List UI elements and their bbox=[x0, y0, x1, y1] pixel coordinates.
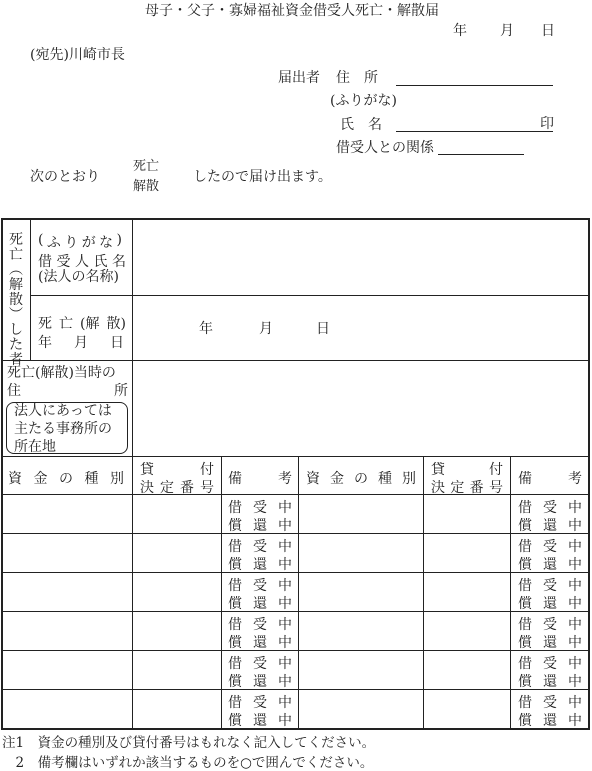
col-line bbox=[423, 456, 424, 728]
status-borrowing[interactable]: 借 受 中 bbox=[518, 617, 582, 633]
col-line bbox=[132, 220, 133, 728]
address-field[interactable] bbox=[396, 85, 553, 86]
col-header-loan-number-2a: 貸 付 bbox=[431, 462, 503, 478]
corp-note-line3: 所在地 bbox=[14, 439, 56, 455]
status-repaying[interactable]: 償 還 中 bbox=[518, 596, 582, 612]
status-repaying[interactable]: 償 還 中 bbox=[518, 713, 582, 729]
name-field[interactable] bbox=[396, 131, 553, 132]
status-borrowing[interactable]: 借 受 中 bbox=[228, 578, 292, 594]
date-year: 年 bbox=[453, 23, 467, 39]
relation-label: 借受人との関係 bbox=[336, 140, 434, 156]
status-borrowing[interactable]: 借 受 中 bbox=[518, 695, 582, 711]
row-line bbox=[2, 572, 590, 573]
status-borrowing[interactable]: 借 受 中 bbox=[518, 500, 582, 516]
statement-death: 死亡 bbox=[133, 159, 160, 174]
note-2: 2 備考欄はいずれか該当するものを○で囲んでください。 bbox=[2, 755, 374, 771]
status-borrowing[interactable]: 借 受 中 bbox=[518, 656, 582, 672]
status-repaying[interactable]: 償 還 中 bbox=[518, 674, 582, 690]
status-repaying[interactable]: 償 還 中 bbox=[228, 635, 292, 651]
status-repaying[interactable]: 償 還 中 bbox=[228, 518, 292, 534]
status-borrowing[interactable]: 借 受 中 bbox=[228, 500, 292, 516]
row-line bbox=[2, 360, 590, 361]
row-line bbox=[2, 611, 590, 612]
row-line bbox=[2, 689, 590, 690]
row-line bbox=[2, 456, 590, 457]
statement-prefix: 次のとおり bbox=[30, 169, 100, 185]
col-line bbox=[510, 456, 511, 728]
status-borrowing[interactable]: 借 受 中 bbox=[228, 539, 292, 555]
status-borrowing[interactable]: 借 受 中 bbox=[518, 539, 582, 555]
borrower-name-label: 借 受 人 氏 名 bbox=[38, 254, 126, 270]
addressee: (宛先)川崎市長 bbox=[30, 47, 125, 63]
col-header-fund-type-1: 資 金 の 種 別 bbox=[8, 471, 124, 487]
status-repaying[interactable]: 償 還 中 bbox=[228, 557, 292, 573]
furigana-label: (ふりがな) bbox=[330, 93, 397, 109]
status-repaying[interactable]: 償 還 中 bbox=[518, 557, 582, 573]
row-line bbox=[2, 650, 590, 651]
statement-suffix: したので届け出ます。 bbox=[193, 169, 332, 185]
status-repaying[interactable]: 償 還 中 bbox=[228, 596, 292, 612]
statement-dissolve: 解散 bbox=[133, 179, 160, 194]
seal-mark: 印 bbox=[540, 116, 554, 132]
relation-field[interactable] bbox=[438, 154, 524, 155]
corp-note-line1: 法人にあっては bbox=[14, 403, 112, 419]
col-line bbox=[298, 456, 299, 728]
corp-name-label: (法人の名称) bbox=[38, 269, 119, 285]
notifier-label: 届出者 bbox=[278, 70, 320, 86]
status-borrowing[interactable]: 借 受 中 bbox=[518, 578, 582, 594]
death-date-label: 死 亡 (解 散) bbox=[38, 316, 126, 332]
col-header-note-1: 備 考 bbox=[228, 471, 292, 487]
deceased-side-label: 死 亡 ︵ 解 散 ︶ し た 者 bbox=[9, 232, 23, 368]
col-header-loan-number-1a: 貸 付 bbox=[140, 462, 214, 478]
death-date-month: 月 bbox=[259, 321, 273, 337]
note-1: 注1 資金の種別及び貸付番号はもれなく記入してください。 bbox=[2, 735, 376, 751]
borrower-name-field[interactable] bbox=[134, 221, 589, 294]
status-repaying[interactable]: 償 還 中 bbox=[518, 635, 582, 651]
corp-note-line2: 主たる事務所の bbox=[14, 421, 112, 437]
address-label-line1: 死亡(解散)当時の bbox=[7, 365, 116, 381]
address-label-sho: 所 bbox=[114, 383, 128, 399]
name-label: 氏 名 bbox=[340, 117, 382, 133]
death-date-label-2: 年 月 日 bbox=[38, 335, 124, 351]
col-header-loan-number-1b: 決 定 番 号 bbox=[140, 480, 214, 496]
col-header-fund-type-2: 資 金 の 種 別 bbox=[306, 471, 416, 487]
status-borrowing[interactable]: 借 受 中 bbox=[228, 656, 292, 672]
date-day: 日 bbox=[541, 23, 555, 39]
col-header-loan-number-2b: 決 定 番 号 bbox=[431, 480, 503, 496]
status-repaying[interactable]: 償 還 中 bbox=[228, 713, 292, 729]
status-borrowing[interactable]: 借 受 中 bbox=[228, 695, 292, 711]
row-line bbox=[2, 533, 590, 534]
death-date-day: 日 bbox=[316, 321, 330, 337]
name-furigana-label: ( ふ り が な ) bbox=[38, 232, 122, 251]
status-repaying[interactable]: 償 還 中 bbox=[518, 518, 582, 534]
date-month: 月 bbox=[500, 23, 514, 39]
col-line bbox=[30, 220, 31, 360]
address-label: 住 所 bbox=[336, 70, 378, 86]
address-label-ju: 住 bbox=[7, 383, 21, 399]
address-field-cell[interactable] bbox=[134, 362, 589, 455]
form-title: 母子・父子・寡婦福祉資金借受人死亡・解散届 bbox=[145, 3, 439, 19]
status-repaying[interactable]: 償 還 中 bbox=[228, 674, 292, 690]
col-header-note-2: 備 考 bbox=[518, 471, 582, 487]
death-date-year: 年 bbox=[199, 321, 213, 337]
status-borrowing[interactable]: 借 受 中 bbox=[228, 617, 292, 633]
col-line bbox=[221, 456, 222, 728]
row-line bbox=[30, 295, 590, 296]
